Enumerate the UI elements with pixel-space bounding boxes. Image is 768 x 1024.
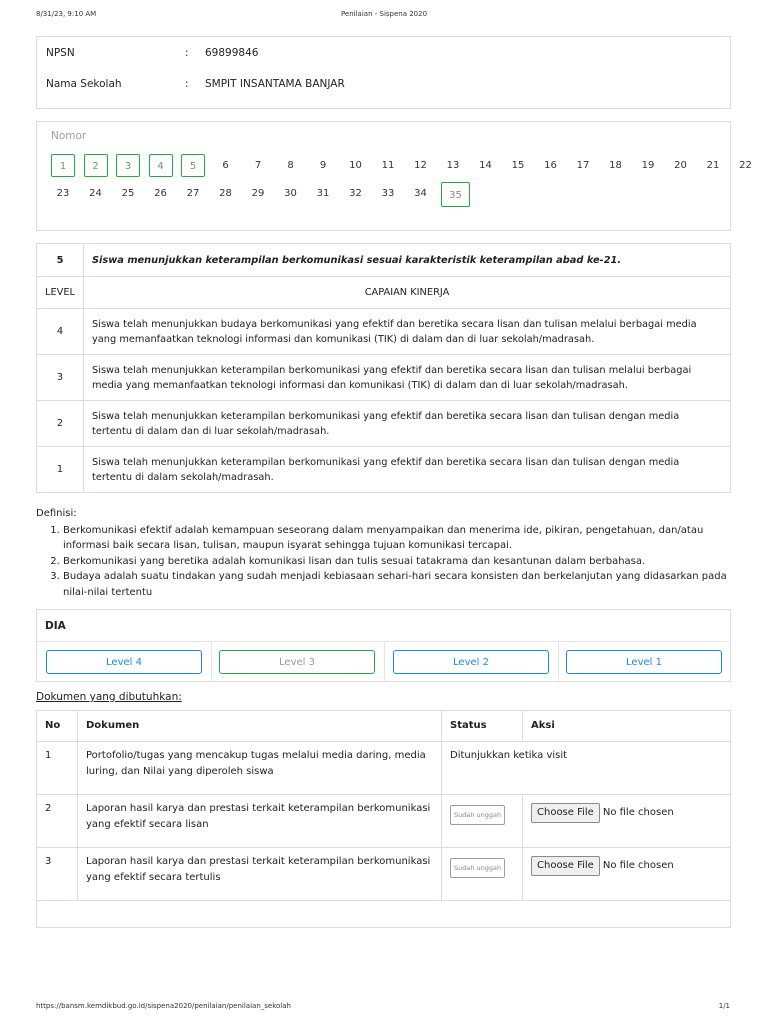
table-row bbox=[37, 848, 731, 901]
print-title: Penilaian - Sispena 2020 bbox=[340, 10, 428, 18]
level-description: Siswa telah menunjukkan keterampilan berkomunikasi yang efektif dan beretika secara lisan dan tulisan melalui berbagai media yang memanfaatkan teknologi informasi dan komunikasi (TIK) di dalam dan di luar sekolah/madrasah. bbox=[84, 355, 731, 401]
action-cell bbox=[523, 848, 731, 901]
level-header: LEVEL bbox=[37, 277, 84, 309]
number-item[interactable]: 11 bbox=[381, 160, 395, 171]
level-row bbox=[37, 447, 731, 493]
number-item[interactable]: 30 bbox=[284, 188, 297, 199]
level-number: 1 bbox=[37, 447, 84, 493]
level-3-button[interactable]: Level 3 bbox=[219, 650, 375, 674]
definitions-title: Definisi: bbox=[36, 508, 77, 519]
number-item[interactable]: 27 bbox=[186, 188, 200, 199]
nomor-card bbox=[36, 121, 752, 231]
table-row bbox=[37, 795, 731, 848]
number-item[interactable]: 33 bbox=[381, 188, 395, 199]
number-item[interactable]: 3 bbox=[116, 154, 140, 177]
choose-file-button[interactable]: Choose File bbox=[531, 803, 600, 823]
file-status-text: No file chosen bbox=[602, 807, 674, 818]
row-number: 3 bbox=[37, 848, 78, 901]
number-item[interactable]: 24 bbox=[89, 188, 102, 199]
number-item[interactable]: 21 bbox=[706, 160, 720, 171]
status-cell bbox=[442, 848, 523, 901]
number-item[interactable]: 5 bbox=[181, 154, 205, 177]
level-number: 2 bbox=[37, 401, 84, 447]
definitions-list bbox=[36, 523, 731, 601]
number-item[interactable]: 15 bbox=[511, 160, 525, 171]
level-description: Siswa telah menunjukkan keterampilan berkomunikasi yang efektif dan beretika secara lisan dan tulisan dengan media tertentu di dalam sekolah/madrasah. bbox=[84, 447, 731, 493]
print-datetime: 8/31/23, 9:10 AM bbox=[36, 10, 97, 18]
number-item[interactable]: 28 bbox=[219, 188, 232, 199]
file-status-text: No file chosen bbox=[602, 860, 674, 871]
dia-card bbox=[36, 609, 731, 682]
npsn-label: NPSN bbox=[46, 47, 75, 59]
table-row bbox=[37, 742, 731, 795]
aksi-header: Aksi bbox=[523, 711, 731, 742]
level-2-button[interactable]: Level 2 bbox=[393, 650, 549, 674]
number-item[interactable]: 19 bbox=[641, 160, 655, 171]
no-header: No bbox=[37, 711, 78, 742]
number-item[interactable]: 4 bbox=[149, 154, 173, 177]
dia-column-divider bbox=[558, 641, 559, 682]
school-info-card bbox=[36, 36, 731, 109]
number-item[interactable]: 1 bbox=[51, 154, 75, 177]
school-name-row bbox=[37, 74, 730, 94]
action-cell bbox=[523, 795, 731, 848]
criteria-table bbox=[36, 243, 731, 493]
number-item[interactable]: 10 bbox=[349, 160, 362, 171]
number-item[interactable]: 31 bbox=[316, 188, 330, 199]
number-item[interactable]: 35 bbox=[441, 182, 470, 207]
criteria-number: 5 bbox=[37, 244, 84, 277]
number-item[interactable]: 2 bbox=[84, 154, 108, 177]
number-item[interactable]: 23 bbox=[56, 188, 70, 199]
number-item[interactable]: 12 bbox=[414, 160, 427, 171]
status-badge: Sudah unggah bbox=[450, 858, 505, 878]
school-name-value: SMPIT INSANTAMA BANJAR bbox=[205, 78, 345, 90]
level-number: 4 bbox=[37, 309, 84, 355]
print-url: https://bansm.kemdikbud.go.id/sispena2020/penilaian/penilaian_sekolah bbox=[36, 1002, 291, 1010]
number-item[interactable]: 29 bbox=[251, 188, 265, 199]
number-item[interactable]: 6 bbox=[222, 160, 229, 171]
capaian-header: CAPAIAN KINERJA bbox=[84, 277, 731, 309]
status-badge: Sudah unggah bbox=[450, 805, 505, 825]
npsn-colon: : bbox=[185, 47, 189, 59]
documents-table bbox=[36, 710, 731, 928]
dia-title: DIA bbox=[45, 620, 66, 632]
school-name-colon: : bbox=[185, 78, 189, 90]
number-item[interactable]: 25 bbox=[121, 188, 135, 199]
number-item[interactable]: 9 bbox=[319, 160, 327, 171]
level-description: Siswa telah menunjukkan keterampilan berkomunikasi yang efektif dan beretika secara lisan dan tulisan dengan media tertentu di dalam dan di luar sekolah/madrasah. bbox=[84, 401, 731, 447]
number-item[interactable]: 17 bbox=[576, 160, 590, 171]
number-item[interactable]: 34 bbox=[414, 188, 427, 199]
criteria-title-row bbox=[37, 244, 731, 277]
criteria-title: Siswa menunjukkan keterampilan berkomunikasi sesuai karakteristik keterampilan abad ke-21. bbox=[84, 244, 731, 277]
nomor-title: Nomor bbox=[51, 130, 87, 142]
number-item[interactable]: 13 bbox=[446, 160, 460, 171]
level-4-button[interactable]: Level 4 bbox=[46, 650, 202, 674]
number-item[interactable]: 32 bbox=[349, 188, 362, 199]
number-item[interactable]: 16 bbox=[544, 160, 557, 171]
level-row bbox=[37, 401, 731, 447]
school-name-label: Nama Sekolah bbox=[46, 78, 122, 90]
level-1-button[interactable]: Level 1 bbox=[566, 650, 722, 674]
number-item[interactable]: 20 bbox=[674, 160, 687, 171]
table-footer-row bbox=[37, 901, 731, 928]
status-header: Status bbox=[442, 711, 523, 742]
number-item[interactable]: 26 bbox=[154, 188, 167, 199]
definition-item: 2. Berkomunikasi yang beretika adalah komunikasi lisan dan tulis sesuai tatakrama dan kesantunan dalam berbahasa. bbox=[63, 554, 731, 570]
document-name: Laporan hasil karya dan prestasi terkait keterampilan berkomunikasi yang efektif secara tertulis bbox=[78, 848, 442, 901]
document-name: Laporan hasil karya dan prestasi terkait keterampilan berkomunikasi yang efektif secara lisan bbox=[78, 795, 442, 848]
level-row bbox=[37, 355, 731, 401]
row-number: 1 bbox=[37, 742, 78, 795]
number-item[interactable]: 22 bbox=[739, 160, 752, 171]
dia-column-divider bbox=[211, 641, 212, 682]
number-item[interactable]: 7 bbox=[254, 160, 262, 171]
document-name: Portofolio/tugas yang mencakup tugas melalui media daring, media luring, dan Nilai yang diperoleh siswa bbox=[78, 742, 442, 795]
definition-item: 1. Berkomunikasi efektif adalah kemampuan seseorang dalam menyampaikan dan menerima ide, pikiran, pengetahuan, dan/atau informasi baik secara lisan, tulisan, maupun isyarat sehingga tujuan komunikasi tercapai. bbox=[63, 523, 731, 554]
dokumen-header: Dokumen bbox=[78, 711, 442, 742]
documents-header-row bbox=[37, 711, 731, 742]
npsn-row bbox=[37, 43, 730, 63]
level-row bbox=[37, 309, 731, 355]
number-item[interactable]: 8 bbox=[287, 160, 294, 171]
status-text: Ditunjukkan ketika visit bbox=[442, 742, 731, 795]
level-description: Siswa telah menunjukkan budaya berkomunikasi yang efektif dan beretika secara lisan dan tulisan melalui berbagai media yang memanfaatkan teknologi informasi dan komunikasi (TIK) di dalam dan di luar sekolah/madrasah. bbox=[84, 309, 731, 355]
definitions bbox=[36, 506, 731, 600]
status-cell bbox=[442, 795, 523, 848]
choose-file-button[interactable]: Choose File bbox=[531, 856, 600, 876]
number-item[interactable]: 14 bbox=[479, 160, 492, 171]
print-page: 1/1 bbox=[718, 1002, 730, 1010]
criteria-header-row bbox=[37, 277, 731, 309]
dia-column-divider bbox=[384, 641, 385, 682]
definition-item: 3. Budaya adalah suatu tindakan yang sudah menjadi kebiasaan sehari-hari secara konsisten dan berkelanjutan yang didasarkan pada nilai-nilai tertentu bbox=[63, 569, 731, 600]
number-item[interactable]: 18 bbox=[609, 160, 622, 171]
row-number: 2 bbox=[37, 795, 78, 848]
npsn-value: 69899846 bbox=[205, 47, 259, 59]
table-footer bbox=[37, 901, 731, 928]
documents-title: Dokumen yang dibutuhkan: bbox=[36, 691, 182, 703]
level-number: 3 bbox=[37, 355, 84, 401]
